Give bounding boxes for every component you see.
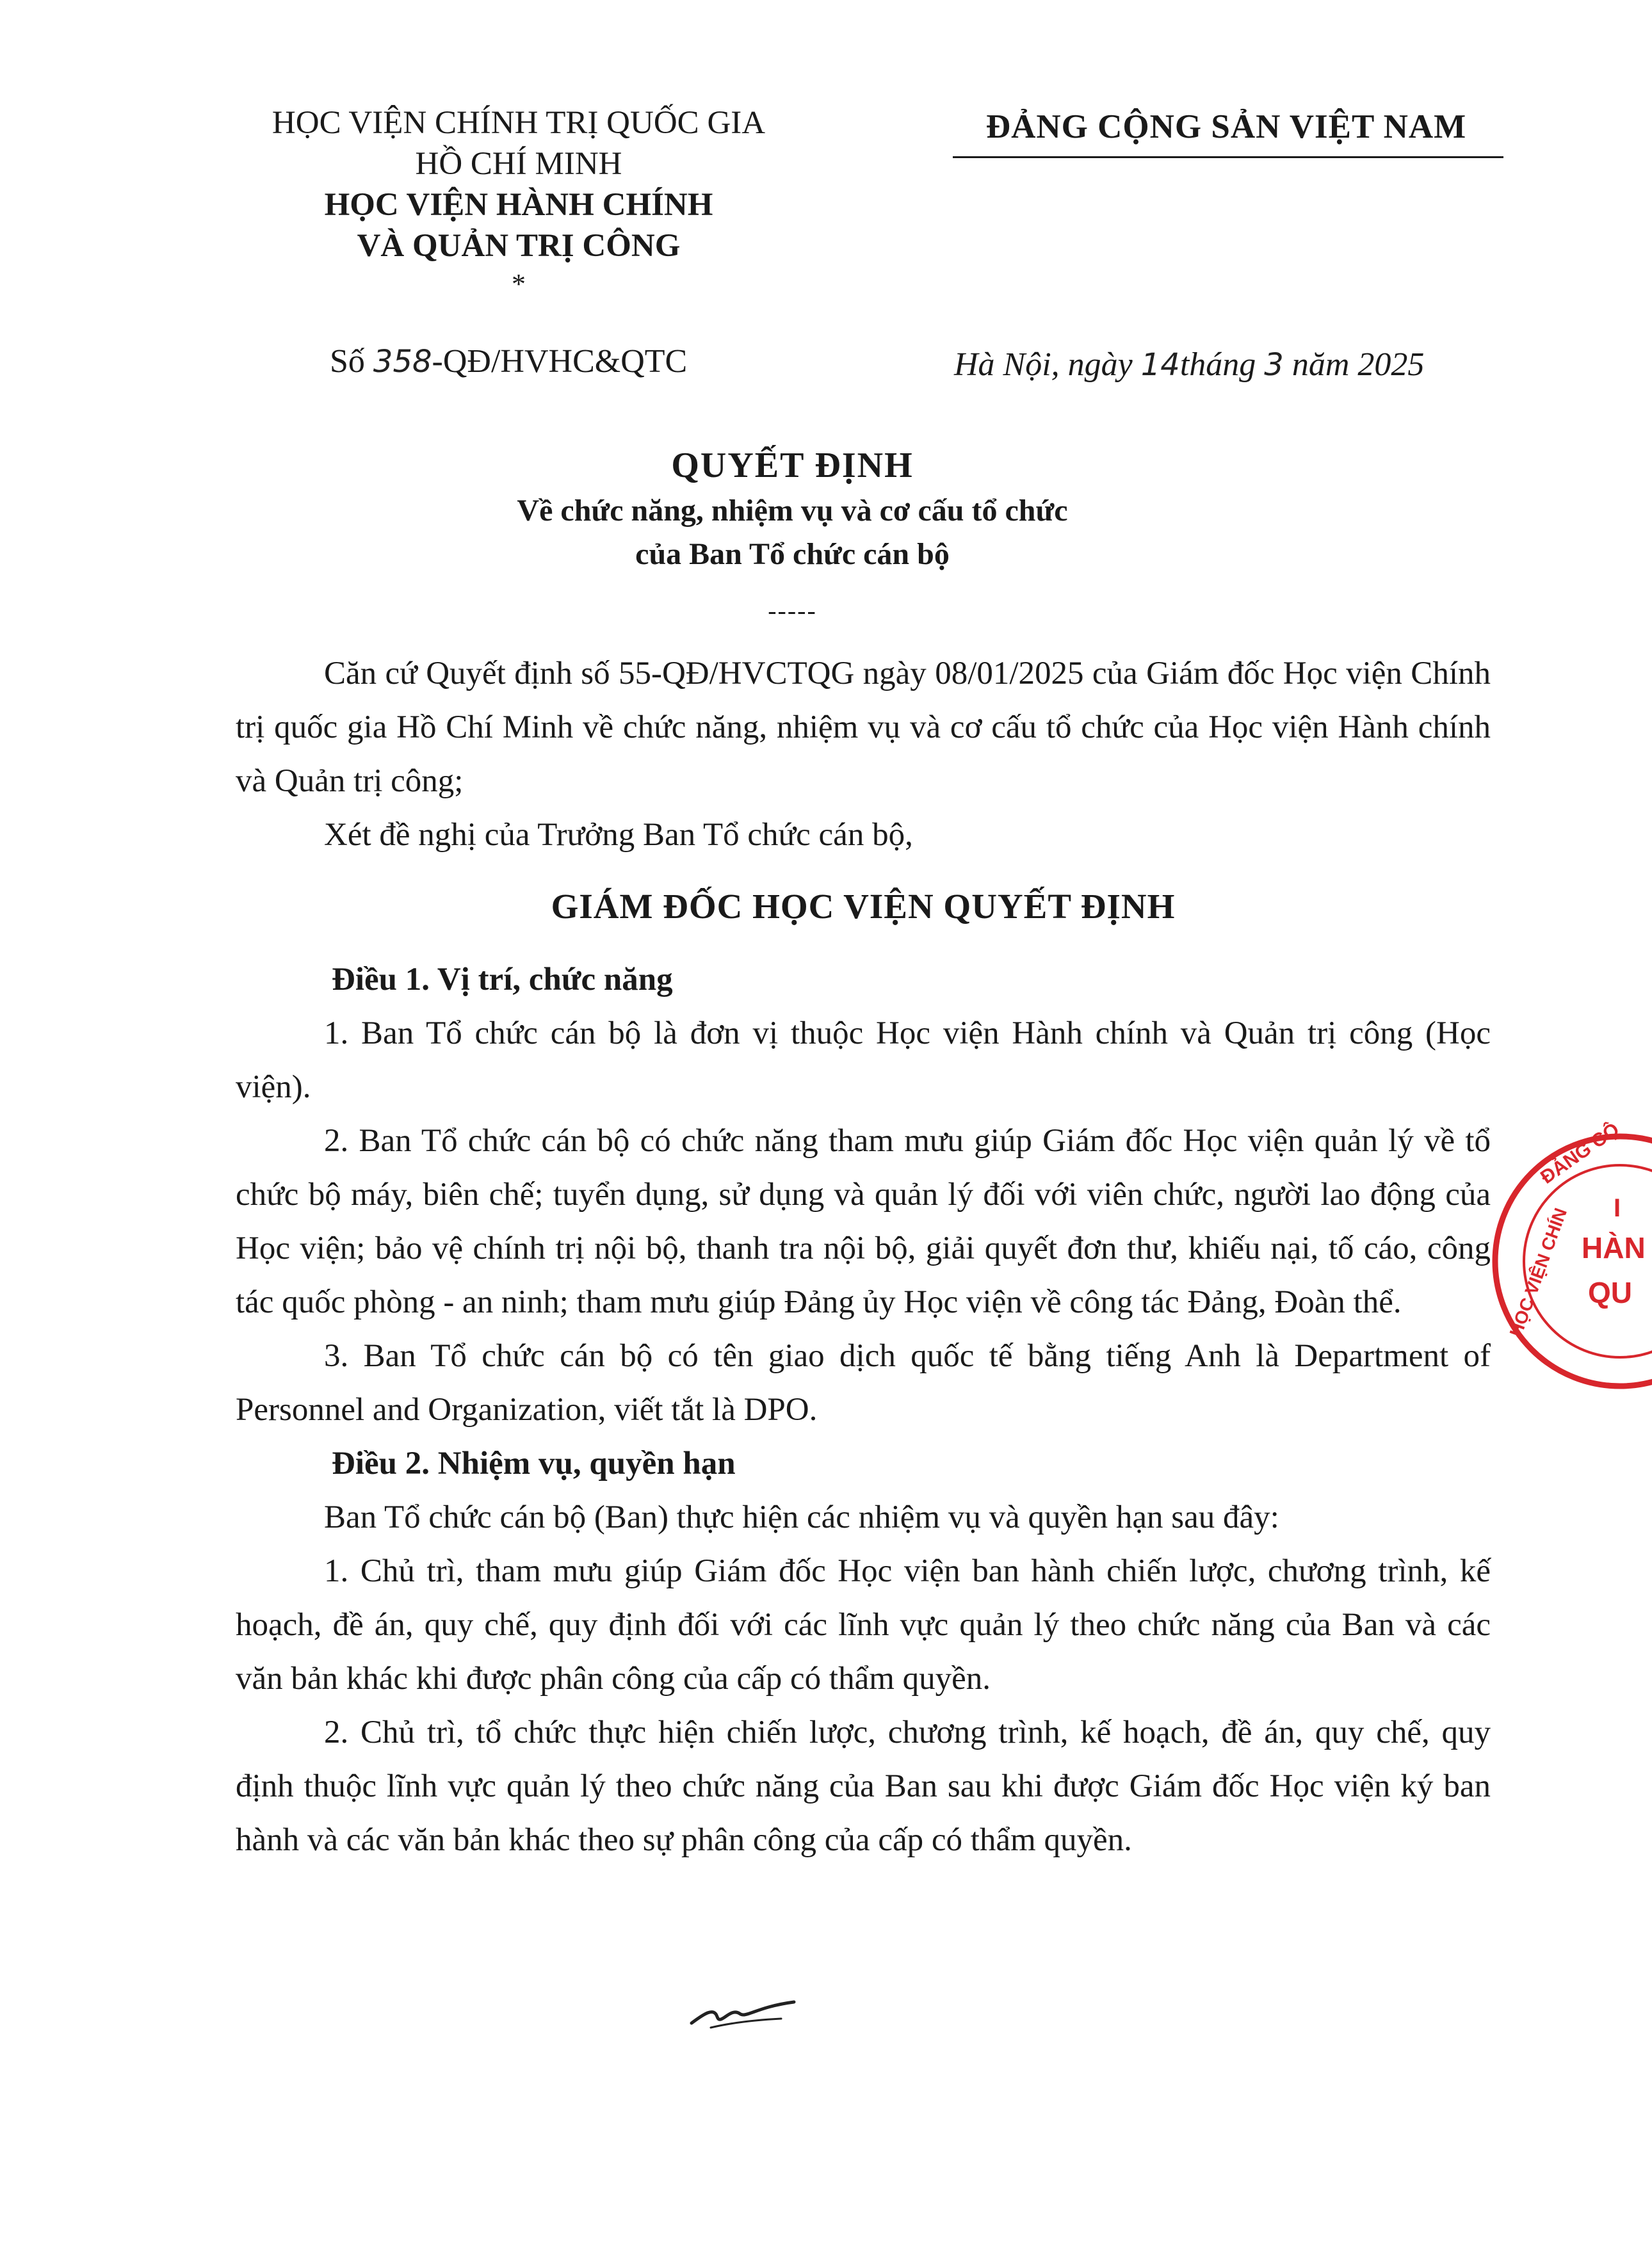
article-1-title: Điều 1. Vị trí, chức năng (332, 962, 673, 997)
agency-line-4: VÀ QUẢN TRỊ CÔNG (357, 228, 681, 264)
agency-line-1: HỌC VIỆN CHÍNH TRỊ QUỐC GIA (271, 105, 766, 141)
official-seal-icon (1486, 1118, 1652, 1396)
svg-text:I: I (1614, 1194, 1621, 1222)
document-title: QUYẾT ĐỊNH (671, 446, 914, 485)
agency-line-2: HỒ CHÍ MINH (415, 146, 622, 182)
article-1-clause-1: 1. Ban Tổ chức cán bộ là đơn vị thuộc Học viện Hành chính và Quản trị công (Học viện). (236, 1015, 1491, 1105)
party-name: ĐẢNG CỘNG SẢN VIỆT NAM (985, 108, 1467, 145)
article-1-clause-2: 2. Ban Tổ chức cán bộ có chức năng tham mưu giúp Giám đốc Học viện quản lý về tổ chức bộ máy, biên chế; tuyển dụng, sử dụng và quản lý đối với viên chức, người lao động của Học viện; bảo vệ chính trị nội bộ, thanh tra nội bộ, giải quyết đơn thư, khiếu nại, tố cáo, công tác quốc phòng - an ninh; tham mưu giúp Đảng ủy Học viện về công tác Đảng, Đoàn thể. (236, 1123, 1491, 1320)
date-part-3: năm 2025 (1283, 346, 1425, 383)
article-2-clause-2: 2. Chủ trì, tổ chức thực hiện chiến lược, chương trình, kế hoạch, đề án, quy chế, quy định thuộc lĩnh vực quản lý theo chức năng của Ban sau khi được Giám đốc Học viện ký ban hành và các văn bản khác theo sự phân công của cấp có thẩm quyền. (236, 1715, 1491, 1858)
seal-center-text-2: QU (1588, 1276, 1632, 1309)
title-divider: ----- (768, 596, 817, 625)
article-2-intro: Ban Tổ chức cán bộ (Ban) thực hiện các nhiệm vụ và quyền hạn sau đây: (324, 1499, 1279, 1535)
document-number (330, 343, 687, 380)
agency-line-3: HỌC VIỆN HÀNH CHÍNH (324, 187, 713, 223)
header-star: * (512, 268, 526, 300)
date-month-handwritten: 3 (1264, 347, 1284, 383)
article-2-clause-1: 1. Chủ trì, tham mưu giúp Giám đốc Học viện ban hành chiến lược, chương trình, kế hoạch, đề án, quy chế, quy định đối với các lĩnh vực quản lý theo chức năng của Ban và các văn bản khác khi được phân công của cấp có thẩm quyền. (236, 1553, 1491, 1697)
initial-signature-icon (685, 1988, 800, 2039)
issue-date (954, 346, 1424, 383)
document-subtitle-1: Về chức năng, nhiệm vụ và cơ cấu tổ chức (517, 494, 1068, 528)
svg-text:HỌC VIỆN CHÍN: HỌC VIỆN CHÍN (1505, 1205, 1571, 1340)
date-day-handwritten: 14 (1140, 347, 1180, 383)
party-underline (953, 156, 1503, 158)
issuing-agency-block (218, 102, 820, 302)
legal-basis-1: Căn cứ Quyết định số 55-QĐ/HVCTQG ngày 08/01/2025 của Giám đốc Học viện Chính trị quốc gia Hồ Chí Minh về chức năng, nhiệm vụ và cơ cấu tổ chức của Học viện Hành chính và Quản trị công; (236, 656, 1491, 799)
seal-center-text-1: HÀN (1582, 1231, 1646, 1264)
doc-number-handwritten: 358 (373, 344, 432, 380)
legal-basis-2: Xét đề nghị của Trưởng Ban Tổ chức cán bộ, (324, 817, 913, 853)
article-2-title: Điều 2. Nhiệm vụ, quyền hạn (332, 1446, 736, 1481)
document-body (236, 647, 1491, 1867)
date-part-1: Hà Nội, ngày (954, 346, 1141, 383)
doc-number-prefix: Số (330, 343, 373, 380)
article-1-clause-3: 3. Ban Tổ chức cán bộ có tên giao dịch quốc tế bằng tiếng Anh là Department of Personnel and Organization, viết tắt là DPO. (236, 1338, 1491, 1428)
decision-heading: GIÁM ĐỐC HỌC VIỆN QUYẾT ĐỊNH (551, 887, 1176, 926)
date-part-2: tháng (1179, 346, 1265, 383)
svg-text:ĐẢNG CỘ: ĐẢNG CỘ (1537, 1118, 1624, 1188)
document-subtitle-2: của Ban Tổ chức cán bộ (635, 537, 950, 571)
doc-number-suffix: -QĐ/HVHC&QTC (432, 343, 688, 380)
